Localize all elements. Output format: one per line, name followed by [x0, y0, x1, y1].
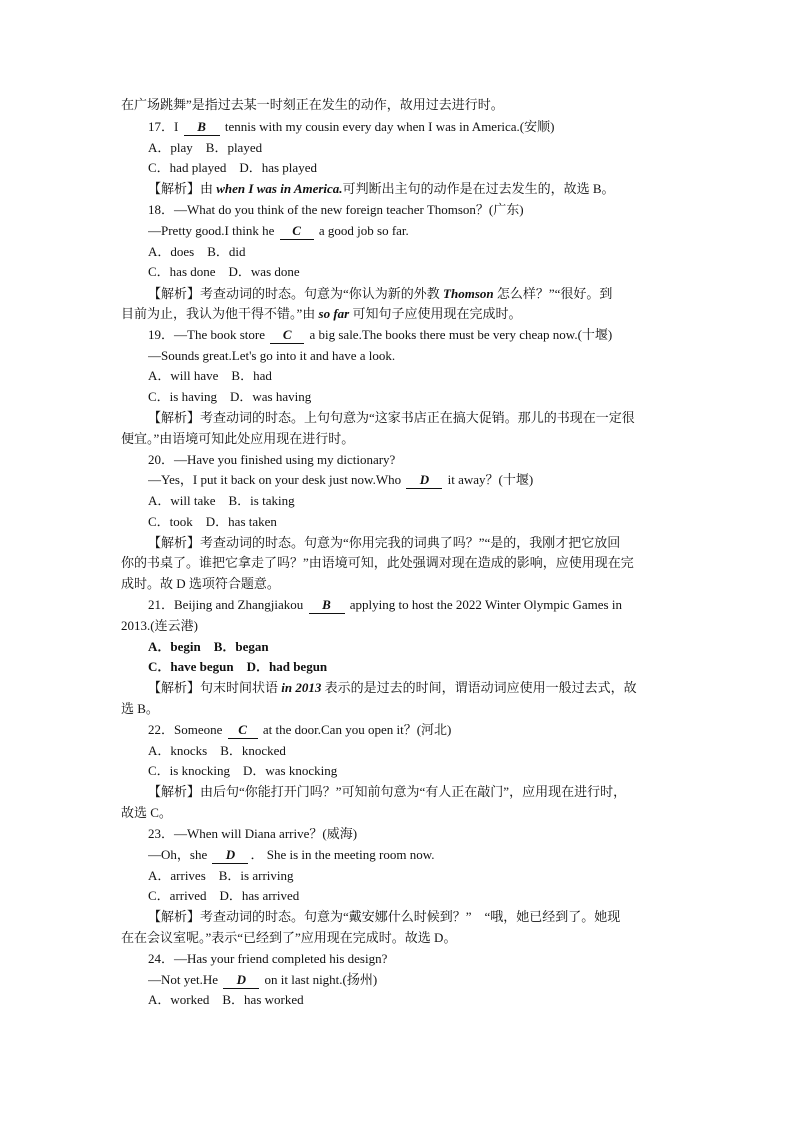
answer-blank: C [228, 722, 258, 739]
analysis-line: 【解析】考查动词的时态。句意为“你认为新的外教 Thomson 怎么样？”“很好。到 [148, 286, 613, 301]
question-21: 21．Beijing and Zhangjiakou B applying to host the 2022 Winter Olympic Games in [148, 597, 622, 612]
analysis-line: 【解析】由后句“你能打开门吗？”可知前句意为“有人正在敲门”，应用现在进行时， [148, 784, 627, 799]
option-line: A．does B．did [148, 244, 246, 259]
question-24: 24．—Has your friend completed his design? [148, 951, 388, 966]
question-17: 17．I B tennis with my cousin every day when I was in America.(安顺) [148, 119, 555, 134]
analysis-line: 【解析】由 when I was in America.可判断出主句的动作是在过去发生的，故选 B。 [148, 181, 615, 196]
answer-blank: D [212, 847, 248, 864]
answer-blank: C [270, 327, 304, 344]
question-20: 20．—Have you finished using my dictionary? [148, 452, 396, 467]
analysis-line: 【解析】考查动词的时态。句意为“你用完我的词典了吗？”“是的，我刚才把它放回 [148, 535, 621, 550]
analysis-line: 你的书桌了。谁把它拿走了吗？”由语境可知，此处强调对现在造成的影响，应使用现在完 [121, 555, 634, 570]
question-line: —Sounds great.Let's go into it and have a look. [148, 348, 396, 363]
answer-blank: B [184, 119, 220, 136]
question-22: 22．Someone C at the door.Can you open it？(河北) [148, 722, 452, 737]
question-line: —Pretty good.I think he C a good job so far. [148, 223, 409, 238]
option-line: C．took D．has taken [148, 514, 277, 529]
question-line: —Not yet.He D on it last night.(扬州) [148, 972, 378, 987]
option-line: A．worked B．has worked [148, 992, 304, 1007]
answer-blank: D [223, 972, 259, 989]
analysis-line: 【解析】考查动词的时态。句意为“戴安娜什么时候到？” “哦，她已经到了。她现 [148, 909, 621, 924]
option-line: A．knocks B．knocked [148, 743, 286, 758]
question-18: 18．—What do you think of the new foreign teacher Thomson？(广东) [148, 202, 524, 217]
question-line: 2013.(连云港) [121, 618, 198, 633]
answer-blank: B [309, 597, 345, 614]
option-line: C．has done D．was done [148, 264, 300, 279]
analysis-line: 【解析】句末时间状语 in 2013 表示的是过去的时间，谓语动词应使用一般过去式，故 [148, 680, 637, 695]
option-line: C．have begun D．had begun [148, 659, 328, 674]
option-line: A．will take B．is taking [148, 493, 295, 508]
analysis-line: 选 B。 [121, 701, 159, 716]
answer-blank: C [280, 223, 314, 240]
analysis-line: 成时。故 D 选项符合题意。 [121, 576, 280, 591]
question-19: 19．—The book store C a big sale.The books there must be very cheap now.(十堰) [148, 327, 613, 342]
option-line: A．will have B．had [148, 368, 272, 383]
analysis-line: 在在会议室呢。”表示“已经到了”应用现在完成时。故选 D。 [121, 930, 457, 945]
analysis-line: 便宜。”由语境可知此处应用现在进行时。 [121, 431, 355, 446]
option-line: A．arrives B．is arriving [148, 868, 294, 883]
question-line: —Oh，she D ． She is in the meeting room now. [148, 847, 435, 862]
analysis-line: 【解析】考查动词的时态。上句句意为“这家书店正在搞大促销。那儿的书现在一定很 [148, 410, 635, 425]
option-line: C．had played D．has played [148, 160, 317, 175]
question-23: 23．—When will Diana arrive？(威海) [148, 826, 358, 841]
text-line: 在广场跳舞”是指过去某一时刻正在发生的动作，故用过去进行时。 [121, 97, 504, 112]
analysis-line: 故选 C。 [121, 805, 172, 820]
option-line: C．is having D．was having [148, 389, 312, 404]
answer-blank: D [406, 472, 442, 489]
option-line: C．arrived D．has arrived [148, 888, 300, 903]
option-line: A．play B．played [148, 140, 263, 155]
question-line: —Yes，I put it back on your desk just now.Who D it away？(十堰) [148, 472, 534, 487]
option-line: A．begin B．began [148, 639, 269, 654]
analysis-line: 目前为止，我认为他干得不错。”由 so far 可知句子应使用现在完成时。 [121, 306, 522, 321]
option-line: C．is knocking D．was knocking [148, 763, 338, 778]
